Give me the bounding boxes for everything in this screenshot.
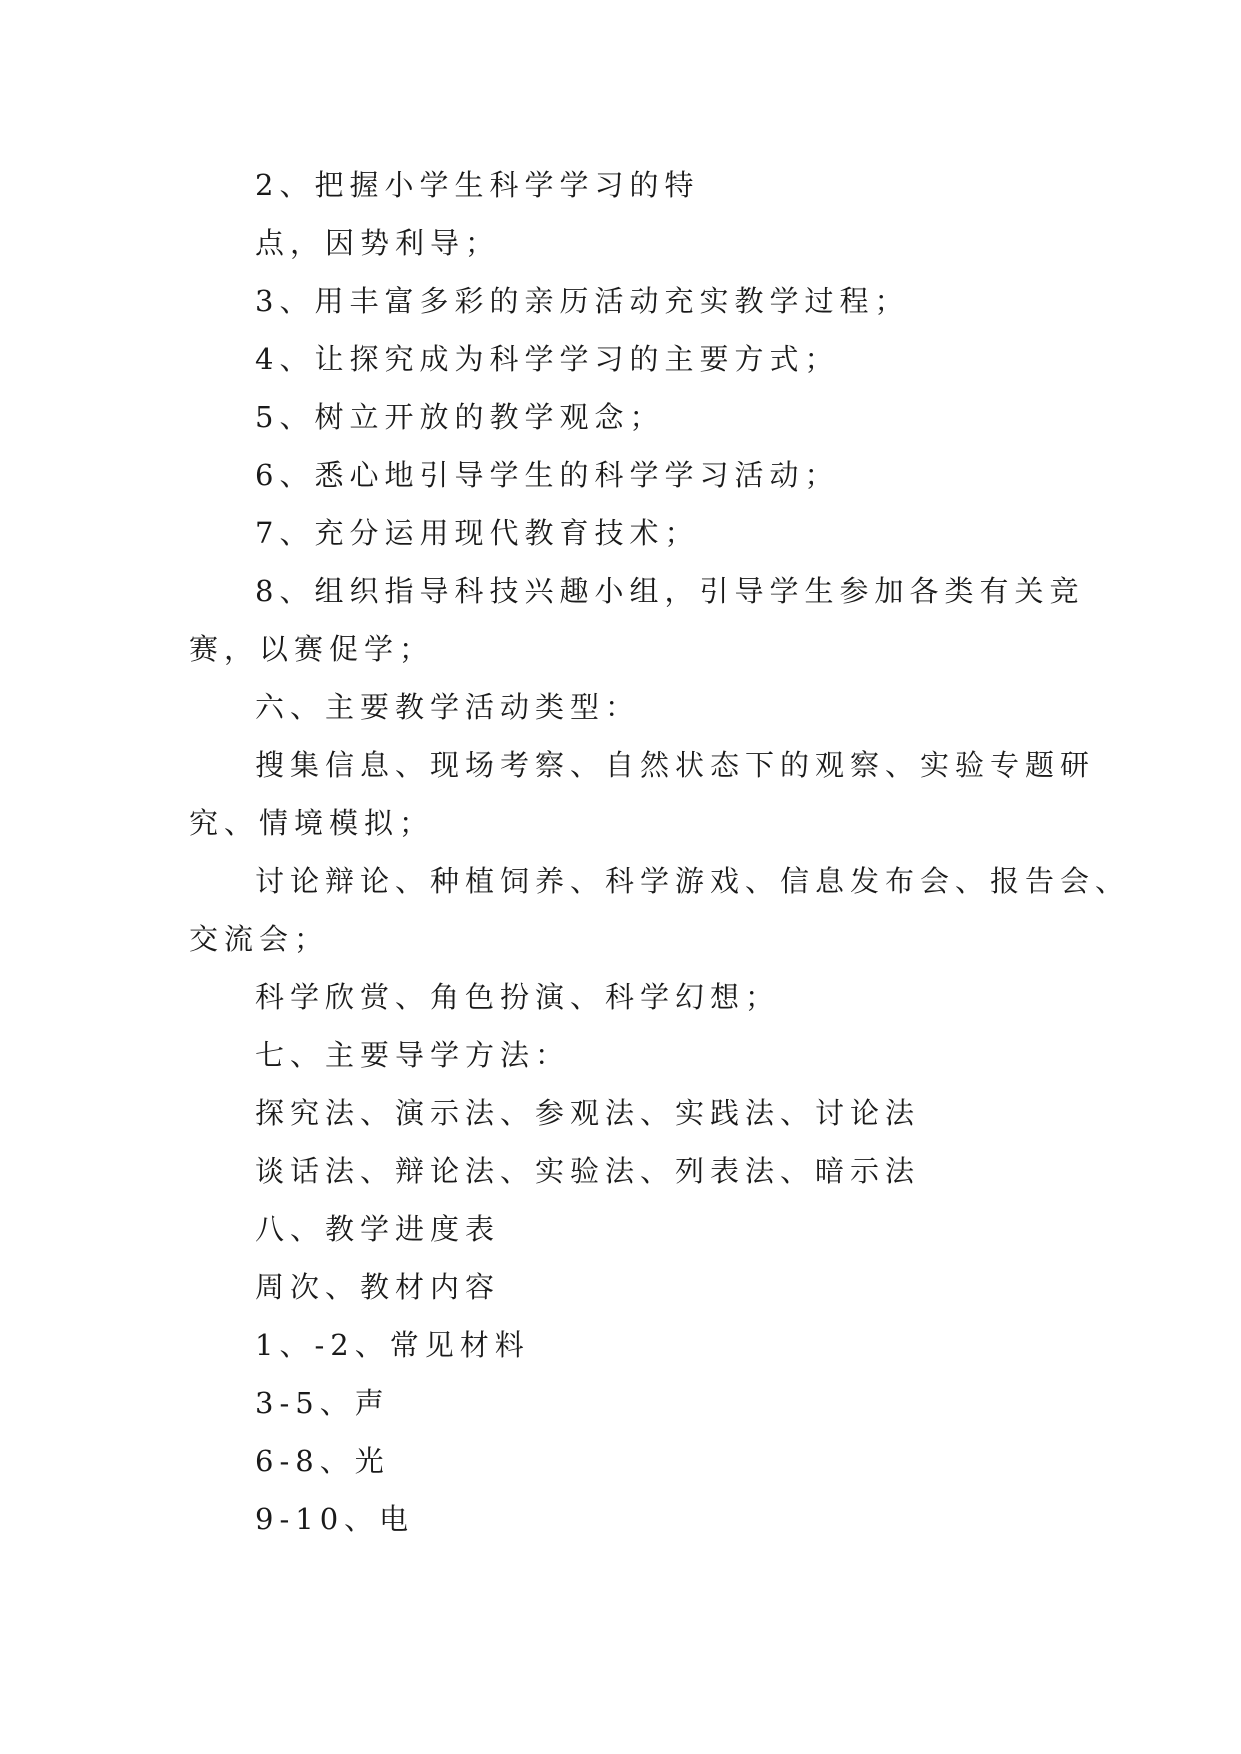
schedule-row: 3-5、声 [255,1386,390,1420]
text-line: 8、组织指导科技兴趣小组，引导学生参加各类有关竞 [255,574,1085,608]
text-line: 科学欣赏、角色扮演、科学幻想； [255,980,781,1014]
text-line: 5、树立开放的教学观念； [255,400,665,434]
text-line: 点，因势利导； [255,226,501,260]
text-line: 赛，以赛促学； [189,632,435,666]
section-heading: 八、教学进度表 [255,1212,501,1246]
section-heading: 七、主要导学方法： [255,1038,571,1072]
text-line: 6、悉心地引导学生的科学学习活动； [255,458,840,492]
text-line: 交流会； [189,922,330,956]
text-line: 探究法、演示法、参观法、实践法、讨论法 [255,1096,921,1130]
schedule-row: 1、-2、常见材料 [255,1328,530,1362]
text-line: 讨论辩论、种植饲养、科学游戏、信息发布会、报告会、 [255,864,1131,898]
text-line: 搜集信息、现场考察、自然状态下的观察、实验专题研 [255,748,1096,782]
text-line: 谈话法、辩论法、实验法、列表法、暗示法 [255,1154,921,1188]
schedule-row: 6-8、光 [255,1444,390,1478]
schedule-header: 周次、教材内容 [255,1270,501,1304]
text-line: 7、充分运用现代教育技术； [255,516,700,550]
section-heading: 六、主要教学活动类型： [255,690,641,724]
text-line: 究、情境模拟； [189,806,435,840]
text-line: 2、把握小学生科学学习的特 [255,168,700,202]
schedule-row: 9-10、电 [255,1502,415,1536]
text-line: 4、让探究成为科学学习的主要方式； [255,342,840,376]
text-line: 3、用丰富多彩的亲历活动充实教学过程； [255,284,910,318]
